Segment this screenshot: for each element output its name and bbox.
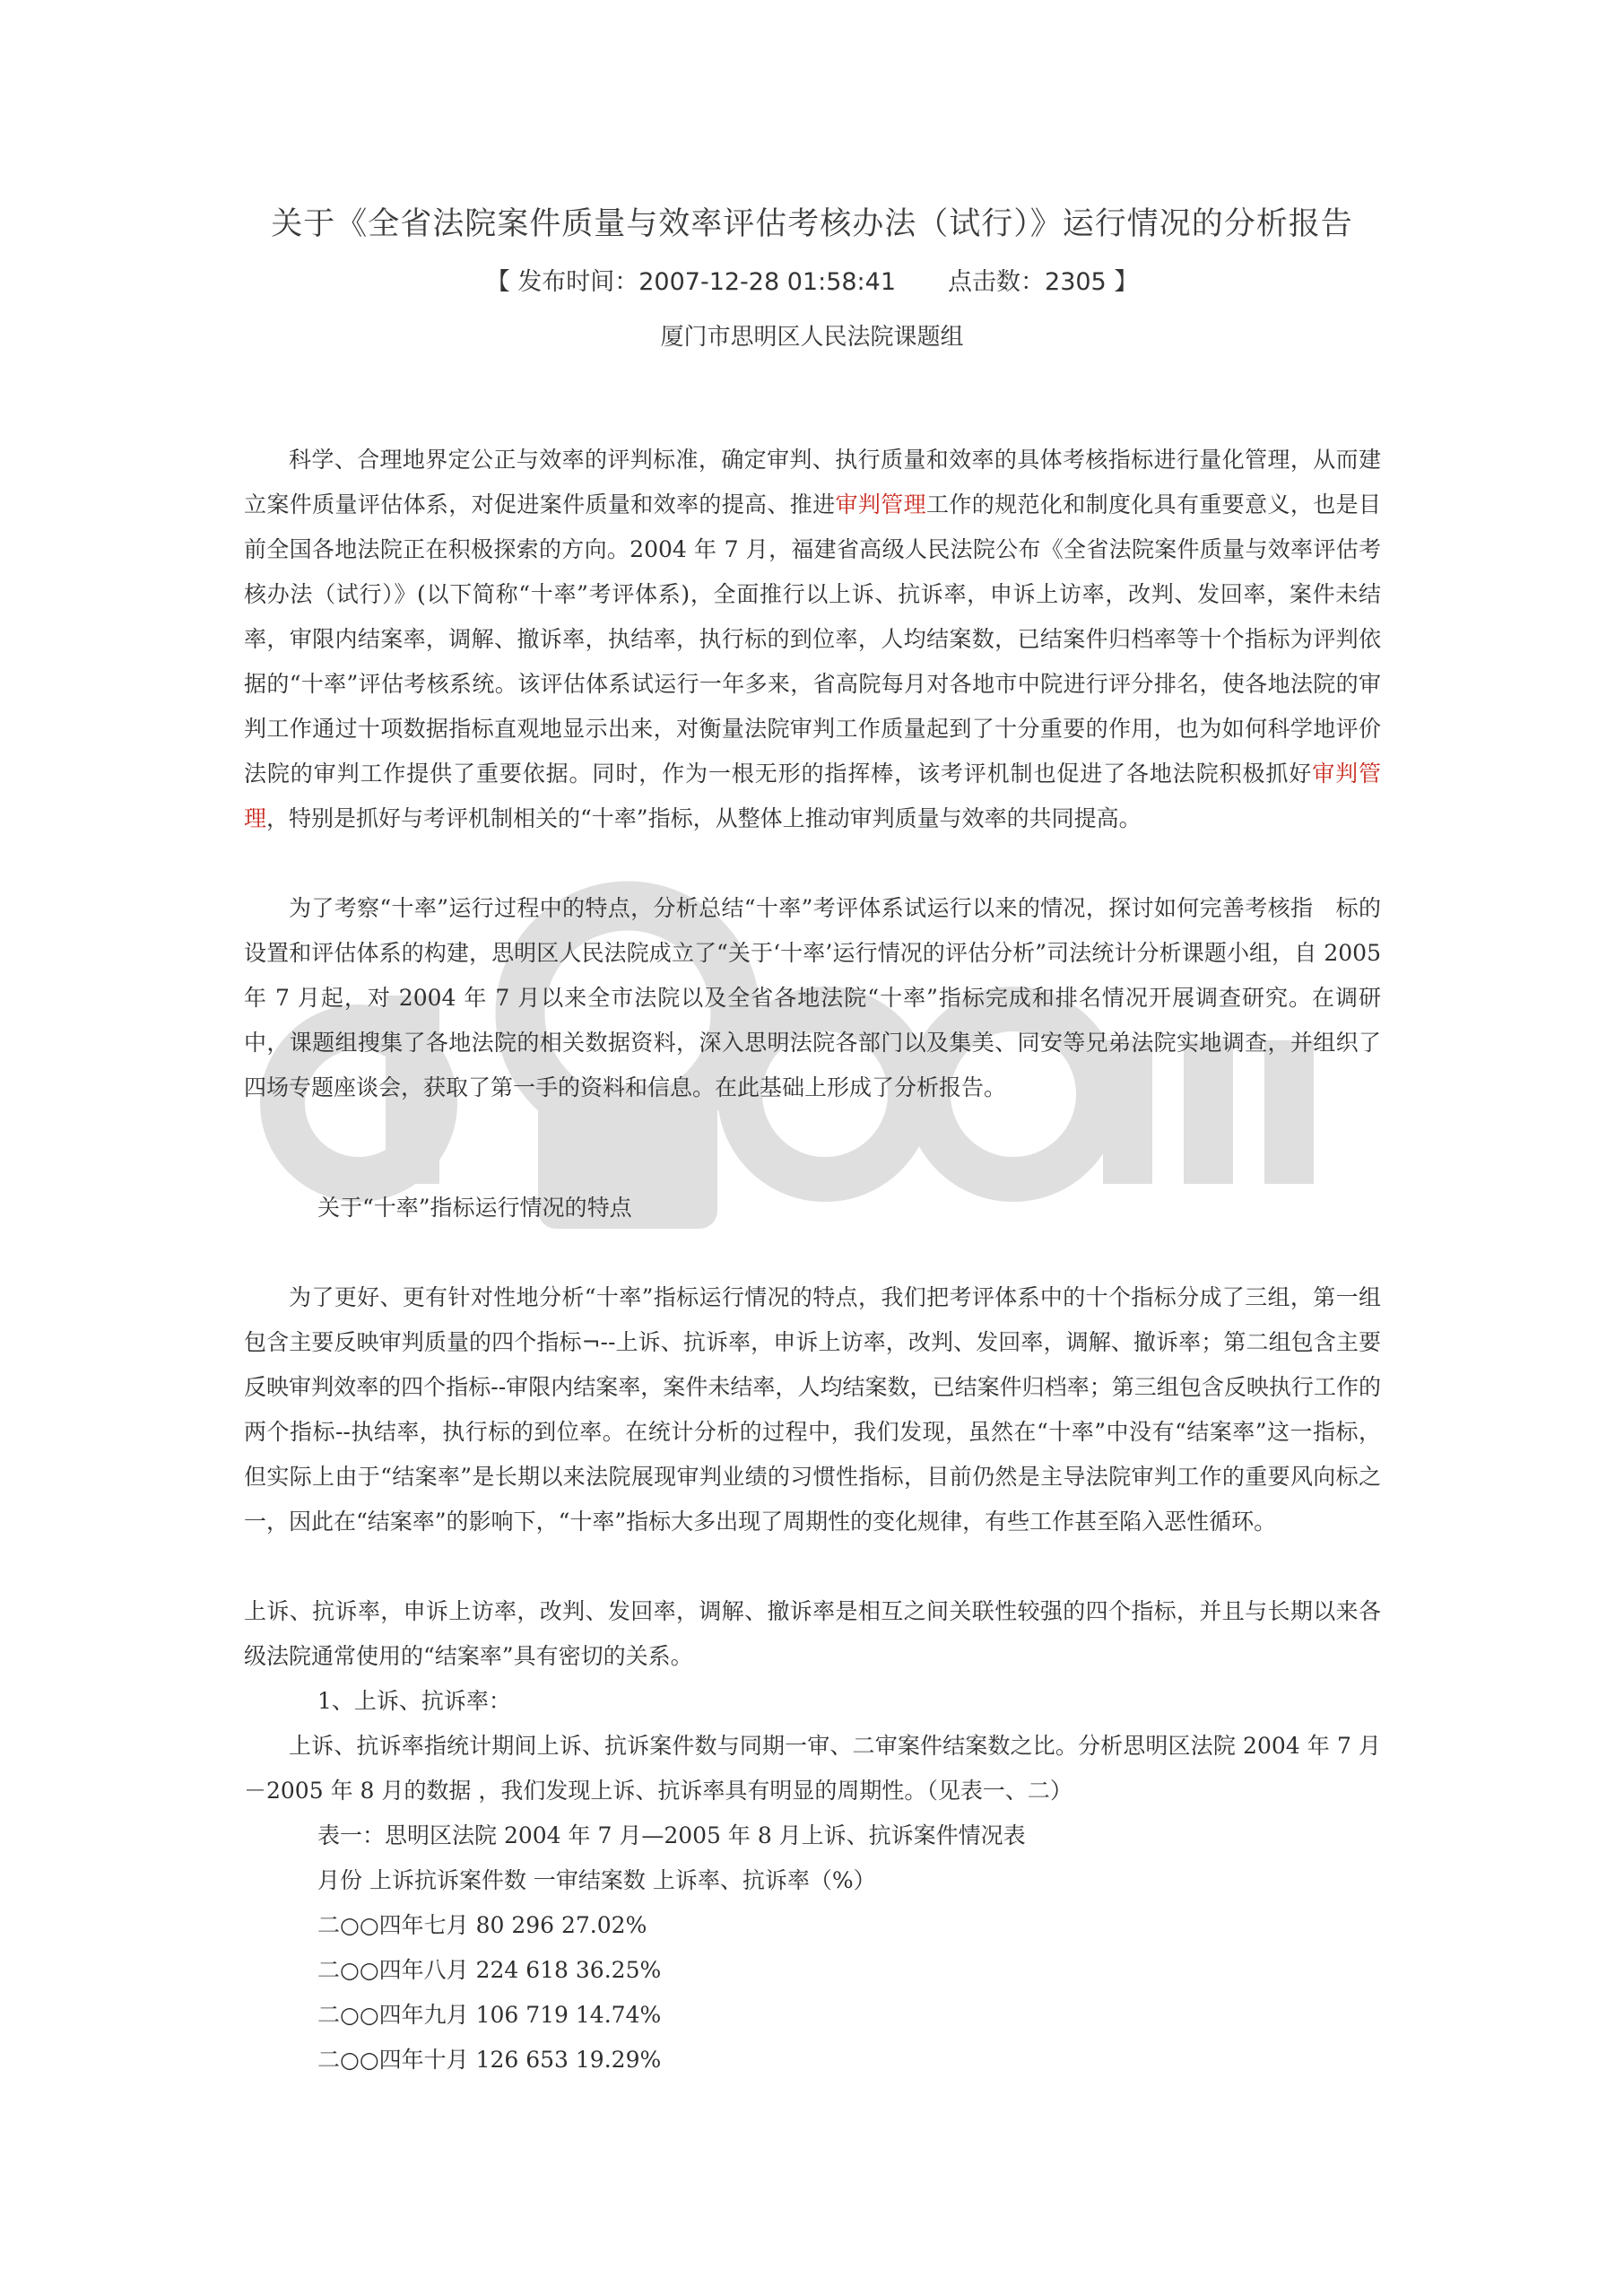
click-count: 2305 bbox=[1045, 268, 1107, 296]
intro-text-a: 科学、合理地界定公正与效率的评判标准，确定审判、执行质量和效率的具体考核指标进行量化管理，从而建立案件质量评估体系，对促进案件质量和效率的提高、推进 bbox=[244, 447, 1381, 517]
table-row: 二○○四年十月 126 653 19.29% bbox=[317, 2047, 662, 2073]
intro-text-c: ，特别是抓好与考评机制相关的“十率”指标，从整体上推动审判质量与效率的共同提高。 bbox=[266, 805, 1142, 831]
section-heading-appeal-rate: 1、上诉、抗诉率： bbox=[317, 1688, 511, 1714]
table-row: 二○○四年九月 106 719 14.74% bbox=[317, 2002, 662, 2028]
trial-management-link-2[interactable]: 审判管理 bbox=[244, 761, 1381, 831]
table-header: 月份 上诉抗诉案件数 一审结案数 上诉率、抗诉率（%） bbox=[317, 1867, 876, 1893]
trial-management-link[interactable]: 审判管理 bbox=[835, 491, 926, 517]
section-heading-features: 关于“十率”指标运行情况的特点 bbox=[317, 1195, 632, 1221]
clicks-label: 点击数： bbox=[948, 268, 1046, 296]
paragraph-grouping: 为了更好、更有针对性地分析“十率”指标运行情况的特点，我们把考评体系中的十个指标分成了三组，第一组包含主要反映审判质量的四个指标¬--上诉、抗诉率，申诉上访率，改判、发回率，调解、撤诉率；第二组包含主要反映审判效率的四个指标--审限内结案率，案件未结率，人均结案数，已结案件归档率；第三组包含反映执行工作的两个指标--执结率，执行标的到位率。在统计分析的过程中，我们发现，虽然在“十率”中没有“结案率”这一指标，但实际上由于“结案率”是长期以来法院展现审判业绩的习惯性指标，目前仍然是主导法院审判工作的重要风向标之一，因此在“结案率”的影响下，“十率”指标大多出现了周期性的变化规律，有些工作甚至陷入恶性循环。 bbox=[244, 1284, 1381, 1535]
paragraph-appeal-definition: 上诉、抗诉率指统计期间上诉、抗诉案件数与同期一审、二审案件结案数之比。分析思明区法院 2004 年 7 月－2005 年 8 月的数据 ，我们发现上诉、抗诉率具有明显的周期性。（见表一、二） bbox=[244, 1733, 1381, 1804]
meta-close: 】 bbox=[1106, 268, 1139, 296]
publish-label: 【 发布时间： bbox=[485, 268, 639, 296]
table-row: 二○○四年七月 80 296 27.02% bbox=[317, 1912, 647, 1938]
intro-text-b: 工作的规范化和制度化具有重要意义，也是目前全国各地法院正在积极探索的方向。2004 年 7 月，福建省高级人民法院公布《全省法院案件质量与效率评估考核办法（试行）》(以下简称“十率”考评体系)，全面推行以上诉、抗诉率，申诉上访率，改判、发回率，案件未结率，审限内结案率，调解、撤诉率，执结率，执行标的到位率，人均结案数，已结案件归档率等十个指标为评判依据的“十率”评估考核系统。该评估体系试运行一年多来，省高院每月对各地市中院进行评分排名，使各地法院的审判工作通过十项数据指标直观地显示出来，对衡量法院审判工作质量起到了十分重要的作用，也为如何科学地评价法院的审判工作提供了重要依据。同时，作为一根无形的指挥棒，该考评机制也促进了各地法院积极抓好 bbox=[244, 491, 1381, 787]
paragraph-quality-indicators: 上诉、抗诉率，申诉上访率，改判、发回率，调解、撤诉率是相互之间关联性较强的四个指标，并且与长期以来各级法院通常使用的“结案率”具有密切的关系。 bbox=[244, 1598, 1381, 1669]
publish-meta bbox=[143, 262, 1481, 297]
table-row: 二○○四年八月 224 618 36.25% bbox=[317, 1957, 662, 1983]
author-line: 厦门市思明区人民法院课题组 bbox=[660, 324, 964, 351]
paragraph-investigation: 为了考察“十率”运行过程中的特点，分析总结“十率”考评体系试运行以来的情况，探讨如何完善考核指 标的设置和评估体系的构建，思明区人民法院成立了“关于‘十率’运行情况的评估分析”司法统计分析课题小组，自 2005 年 7 月起，对 2004 年 7 月以来全市法院以及全省各地法院“十率”指标完成和排名情况开展调查研究。在调研中，课题组搜集了各地法院的相关数据资料，深入思明法院各部门以及集美、同安等兄弟法院实地调查，并组织了四场专题座谈会，获取了第一手的资料和信息。在此基础上形成了分析报告。 bbox=[244, 895, 1381, 1100]
paragraph-intro bbox=[244, 438, 1381, 841]
page-title: 关于《全省法院案件质量与效率评估考核办法（试行）》运行情况的分析报告 bbox=[271, 206, 1353, 242]
table-caption: 表一：思明区法院 2004 年 7 月—2005 年 8 月上诉、抗诉案件情况表 bbox=[317, 1822, 1026, 1848]
publish-time: 2007-12-28 01:58:41 bbox=[638, 268, 897, 296]
